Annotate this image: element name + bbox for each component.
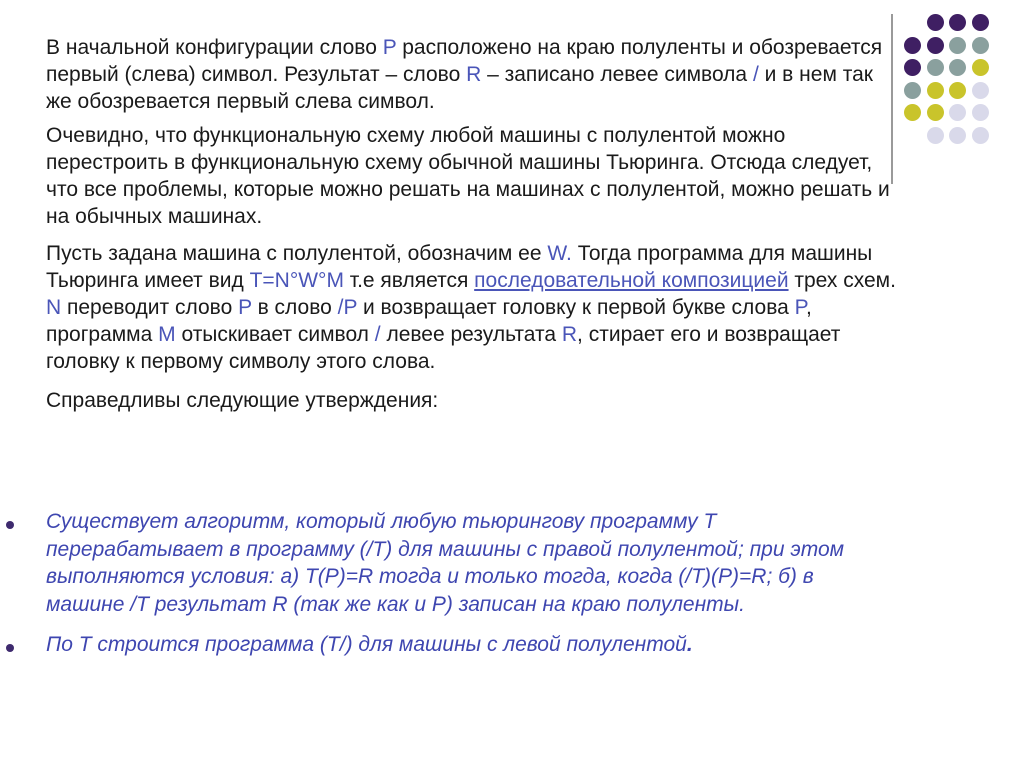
symbol-slash: / [752,63,759,86]
decorative-dot [904,104,921,121]
text-run: левее результата [380,323,562,346]
text-run: Пусть задана машина с полулентой, обозначим ее [46,242,548,265]
bullet-icon [6,521,14,529]
bullet-list [0,508,900,659]
text-run: , стирает его и возвращает головку к первому символу этого слова. [46,323,841,373]
variable-r: R [466,63,482,86]
decorative-dot [972,127,989,144]
decorative-dot [972,37,989,54]
decorative-dot [927,82,944,99]
decorative-dot [949,127,966,144]
text-run: в слово [251,296,338,319]
decorative-dot [904,37,921,54]
sequential-composition-link[interactable]: последовательной композицией [474,269,789,292]
variable-m: M [158,323,176,346]
text-run: Очевидно, что функциональную схему любой машины с полулентой можно перестроить в функциональную схему обычной машины Тьюринга. Отсюда следует, что все проблемы, которые можно решать на машинах с полулентой, можно решать и на обычных машинах. [46,124,890,228]
text-run: т.е является [343,269,475,292]
decorative-dot [927,59,944,76]
decorative-dot [927,37,944,54]
decorative-dot [949,37,966,54]
text-run: переводит слово [61,296,239,319]
text-run: , программа [46,296,812,346]
paragraph-statements-intro [46,387,896,414]
text-run: Справедливы следующие утверждения: [46,389,439,412]
bullet-tail: . [686,633,693,656]
decorative-dot [904,82,921,99]
variable-slash-p: /P [337,296,358,319]
decorative-dot [972,59,989,76]
decorative-dot [949,104,966,121]
paragraph-initial-configuration [46,34,896,115]
decorative-dot [972,14,989,31]
list-item [0,631,881,659]
variable-n: N [46,296,62,319]
text-run: расположено на краю полуленты и обозревается первый (слева) символ. Результат – слово [46,36,883,86]
symbol-slash: / [374,323,381,346]
bullet-text: Существует алгоритм, который любую тьюрингову программу T перерабатывает в программу (/T) для машины с правой полулентой; при этом выполняются условия: а) T(P)=R тогда и только тогда, когда (/T)(P)=R; б) в машине /T результат R (так же как и P) записан на краю полуленты. [46,510,845,616]
text-run: В начальной конфигурации слово [46,36,383,59]
decorative-dot [927,127,944,144]
text-run: – записано левее символа [481,63,753,86]
decorative-dot [927,14,944,31]
variable-p: P [382,36,397,59]
bullet-icon [6,644,14,652]
bullet-text: По T строится программа (T/) для машины с левой полулентой [46,633,687,656]
decorative-dot-grid [904,14,1016,166]
formula-composition: T=N°W°M [249,269,344,292]
decorative-dot [927,104,944,121]
decorative-dot [904,59,921,76]
decorative-dot [972,82,989,99]
list-item [0,508,881,618]
text-run: и в нем так же обозревается первый слева символ. [46,63,873,113]
paragraph-functional-scheme [46,122,896,230]
decorative-dot [949,82,966,99]
variable-p: P [794,296,806,319]
variable-w: W. [547,242,572,265]
text-run: и возвращает головку к первой букве слова [357,296,795,319]
decorative-dot [949,59,966,76]
paragraph-half-tape-machine [46,240,896,375]
text-run: Тогда программа для машины Тьюринга имеет вид [46,242,873,292]
text-run: отыскивает символ [175,323,375,346]
variable-r: R [561,323,578,346]
text-run: трех схем. [788,269,896,292]
slide-body [46,34,896,414]
decorative-dot [972,104,989,121]
decorative-dot [949,14,966,31]
variable-p: P [238,296,252,319]
